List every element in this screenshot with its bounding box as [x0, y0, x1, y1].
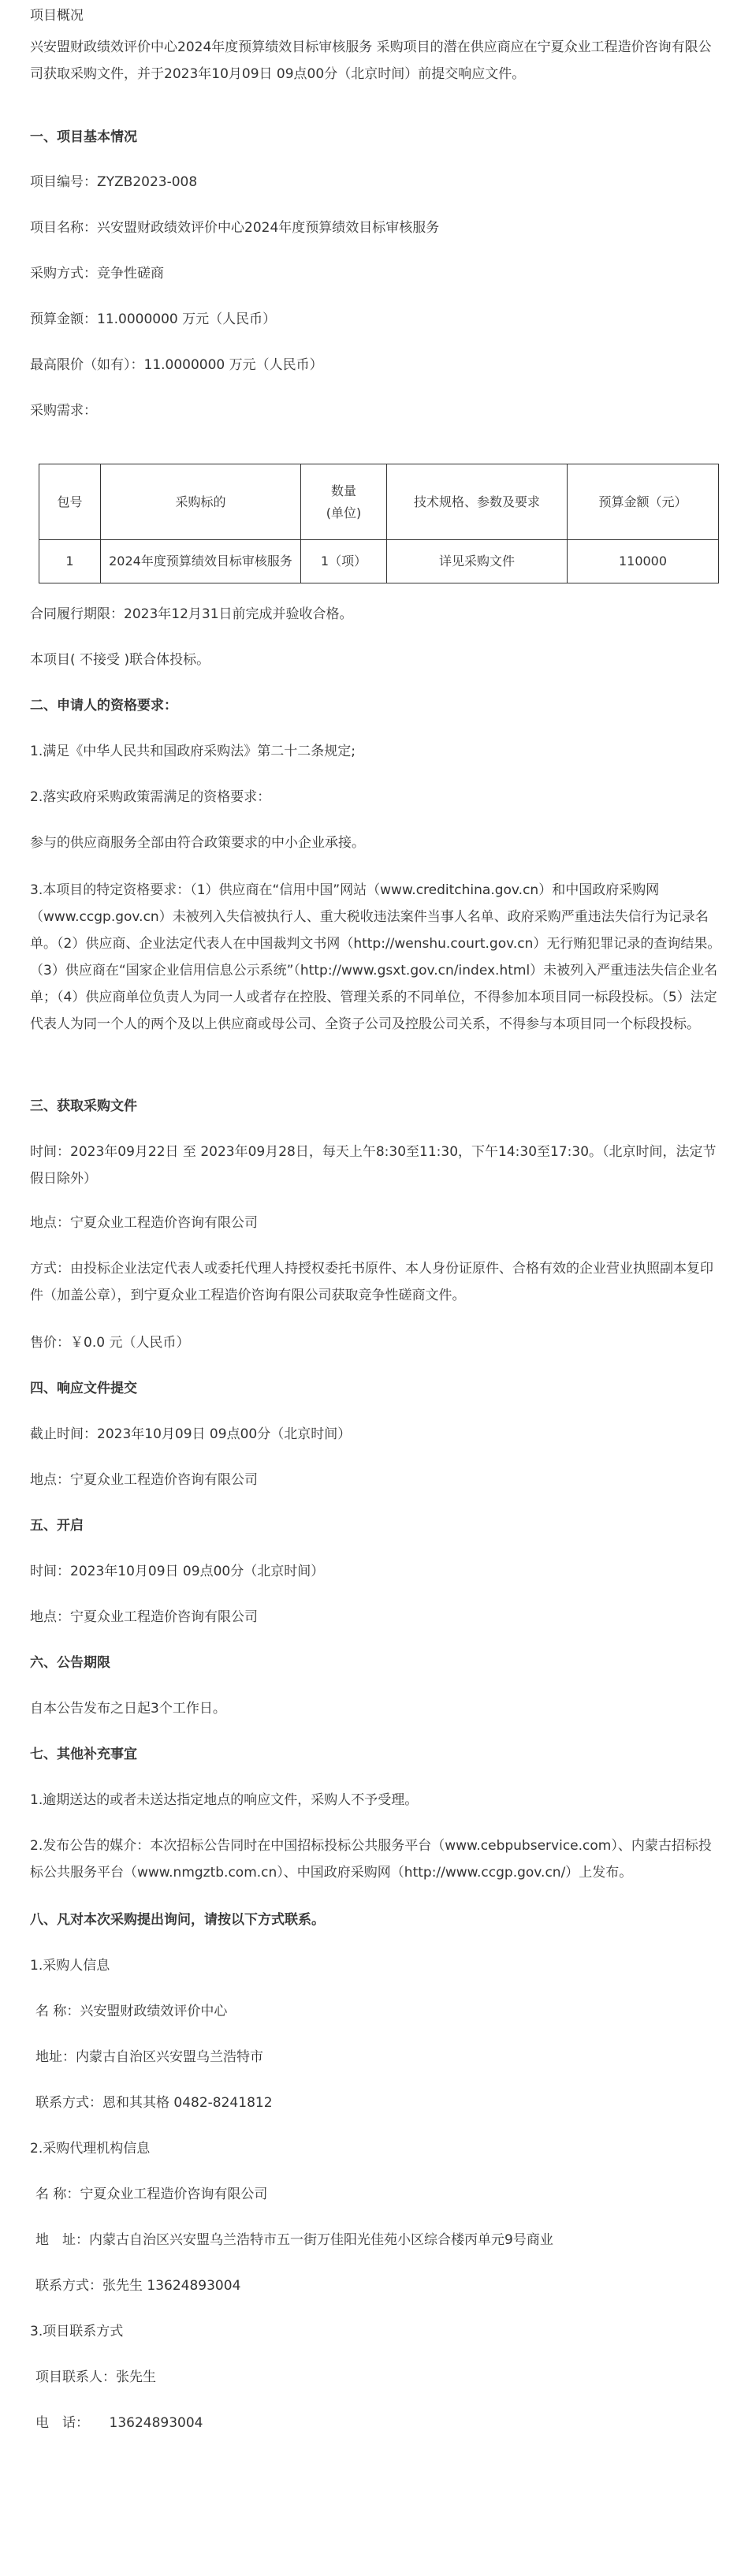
consortium-note: 本项目( 不接受 )联合体投标。	[30, 652, 210, 668]
agency-info-title: 2.采购代理机构信息	[30, 2141, 151, 2157]
opening-place: 地点：宁夏众业工程造价咨询有限公司	[30, 1609, 258, 1625]
buyer-address: 地址：内蒙古自治区兴安盟乌兰浩特市	[35, 2049, 263, 2065]
cell-budget: 110000	[568, 540, 719, 583]
cell-specs: 详见采购文件	[387, 540, 568, 583]
section5-heading: 五、开启	[30, 1518, 84, 1534]
section8-heading: 八、凡对本次采购提出询问，请按以下方式联系。	[30, 1912, 325, 1928]
cell-package-no: 1	[39, 540, 101, 583]
section7-heading: 七、其他补充事宜	[30, 1747, 137, 1762]
project-contact-title: 3.项目联系方式	[30, 2324, 124, 2339]
agency-address: 地 址：内蒙古自治区兴安盟乌兰浩特市五一街万佳阳光佳苑小区综合楼丙单元9号商业	[35, 2232, 553, 2248]
announcement-period: 自本公告发布之日起3个工作日。	[30, 1701, 226, 1717]
header-quantity: 数量 (单位)	[301, 464, 387, 540]
table-row	[39, 540, 719, 583]
qualification-2-detail: 参与的供应商服务全部由符合政策要求的中小企业承接。	[30, 835, 365, 851]
header-specs: 技术规格、参数及要求	[387, 464, 568, 540]
obtain-place: 地点：宁夏众业工程造价咨询有限公司	[30, 1215, 258, 1231]
submission-deadline: 截止时间：2023年10月09日 09点00分（北京时间）	[30, 1426, 352, 1442]
buyer-name: 名 称：兴安盟财政绩效评价中心	[35, 2004, 228, 2019]
procurement-method: 采购方式：竞争性磋商	[30, 266, 164, 281]
submission-place: 地点：宁夏众业工程造价咨询有限公司	[30, 1472, 258, 1488]
budget-amount: 预算金额：11.0000000 万元（人民币）	[30, 311, 277, 327]
overview-title: 项目概况	[30, 8, 84, 24]
section3-heading: 三、获取采购文件	[30, 1098, 137, 1114]
agency-contact: 联系方式：张先生 13624893004	[35, 2278, 241, 2294]
project-contact-person: 项目联系人：张先生	[35, 2369, 156, 2385]
cell-quantity: 1（项）	[301, 540, 387, 583]
project-name: 项目名称：兴安盟财政绩效评价中心2024年度预算绩效目标审核服务	[30, 220, 440, 236]
project-contact-phone: 电 话： 13624893004	[35, 2415, 203, 2431]
section1-heading: 一、项目基本情况	[30, 129, 137, 145]
contract-period: 合同履行期限：2023年12月31日前完成并验收合格。	[30, 606, 353, 622]
supplement-1: 1.逾期送达的或者未送达指定地点的响应文件，采购人不予受理。	[30, 1792, 419, 1808]
header-budget: 预算金额（元）	[568, 464, 719, 540]
qualification-2: 2.落实政府采购政策需满足的资格要求：	[30, 789, 271, 805]
qualification-3: 3.本项目的特定资格要求：（1）供应商在“信用中国”网站（www.creditchina.gov.cn）和中国政府采购网（www.ccgp.gov.cn）未被列入失信被执行人、重大税收违法案件当事人名单、政府采购严重违法失信行为记录名单。（2）供应商、企业法定代表人在中国裁判文书网（http://wenshu.court.gov.cn）无行贿犯罪记录的查询结果。（3）供应商在“国家企业信用信息公示系统”（http://www.gsxt.gov.cn/index.html）未被列入严重违法失信企业名单；（4）供应商单位负责人为同一人或者存在控股、管理关系的不同单位，不得参加本项目同一标段投标。（5）法定代表人为同一个人的两个及以上供应商或母公司、全资子公司及控股公司关系，不得参与本项目同一个标段投标。	[30, 882, 721, 1032]
demand-label: 采购需求：	[30, 403, 97, 419]
section4-heading: 四、响应文件提交	[30, 1381, 137, 1396]
procurement-table	[39, 464, 719, 583]
opening-time: 时间：2023年10月09日 09点00分（北京时间）	[30, 1564, 325, 1579]
section6-heading: 六、公告期限	[30, 1655, 110, 1671]
project-number: 项目编号：ZYZB2023-008	[30, 174, 198, 190]
header-package-no: 包号	[39, 464, 101, 540]
buyer-info-title: 1.采购人信息	[30, 1958, 110, 1974]
obtain-method: 方式：由投标企业法定代表人或委托代理人持授权委托书原件、本人身份证原件、合格有效的企业营业执照副本复印件（加盖公章），到宁夏众业工程造价咨询有限公司获取竞争性磋商文件。	[30, 1261, 713, 1303]
section2-heading: 二、申请人的资格要求：	[30, 698, 177, 714]
header-item: 采购标的	[101, 464, 301, 540]
obtain-price: 售价：￥0.0 元（人民币）	[30, 1335, 190, 1351]
qualification-1: 1.满足《中华人民共和国政府采购法》第二十二条规定;	[30, 744, 356, 759]
obtain-time: 时间：2023年09月22日 至 2023年09月28日，每天上午8:30至11:30，下午14:30至17:30。（北京时间，法定节假日除外）	[30, 1144, 717, 1187]
supplement-2: 2.发布公告的媒介：本次招标公告同时在中国招标投标公共服务平台（www.cebpubservice.com）、内蒙古招标投标公共服务平台（www.nmgztb.com.cn）、中国政府采购网（http://www.ccgp.gov.cn/）上发布。	[30, 1838, 712, 1881]
max-price: 最高限价（如有）：11.0000000 万元（人民币）	[30, 357, 323, 373]
buyer-contact: 联系方式：恩和其其格 0482-8241812	[35, 2095, 273, 2111]
table-header-row	[39, 464, 719, 540]
cell-item: 2024年度预算绩效目标审核服务	[101, 540, 301, 583]
agency-name: 名 称：宁夏众业工程造价咨询有限公司	[35, 2186, 268, 2202]
overview-text: 兴安盟财政绩效评价中心2024年度预算绩效目标审核服务 采购项目的潜在供应商应在宁夏众业工程造价咨询有限公司获取采购文件，并于2023年10月09日 09点00分（北京时间）前提交响应文件。	[30, 39, 712, 82]
